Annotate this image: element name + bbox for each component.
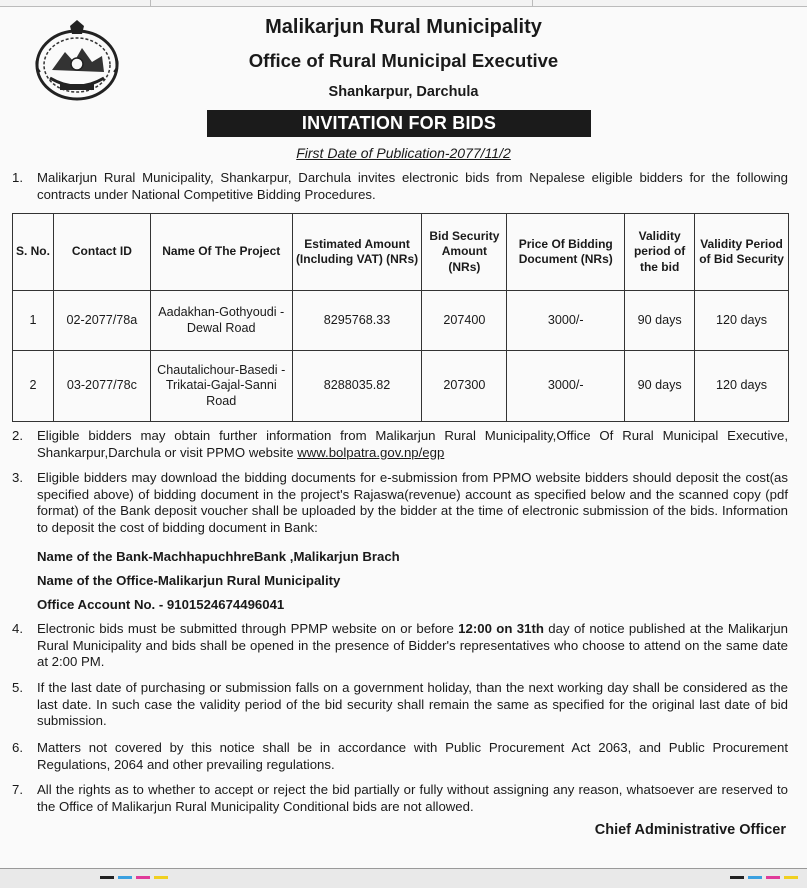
clause-number: 3. (12, 470, 23, 485)
clause-number: 2. (12, 428, 23, 443)
scan-top-edge (0, 0, 807, 7)
clause-2 (12, 428, 788, 461)
clause-text: All the rights as to whether to accept or reject the bid partially or fully without assigning any reason, whatsoever are reserved to the Office of Malikarjun Rural Municipality Conditional bids are not allowed. (37, 782, 788, 814)
header-validity-bid: Validity period of the bid (625, 214, 695, 291)
clause-5 (12, 680, 788, 730)
registration-mark (154, 876, 168, 879)
scan-bottom-edge (0, 868, 807, 888)
publication-date: First Date of Publication-2077/11/2 (296, 145, 511, 161)
registration-mark (136, 876, 150, 879)
header-validity-security: Validity Period of Bid Security (695, 214, 789, 291)
clause-number: 5. (12, 680, 23, 695)
cell-project: Aadakhan-Gothyoudi - Dewal Road (150, 291, 292, 351)
header-sno: S. No. (13, 214, 54, 291)
cell-validity-bid: 90 days (625, 351, 695, 422)
table-row (13, 351, 789, 422)
office-location: Shankarpur, Darchula (328, 84, 479, 100)
header-project: Name Of The Project (150, 214, 292, 291)
clause-text-body: Electronic bids must be submitted through PPMP website on or before (37, 621, 459, 636)
header-contact-id: Contact ID (53, 214, 150, 291)
header-estimated-amount: Estimated Amount (Including VAT) (NRs) (292, 214, 422, 291)
clause-1 (12, 170, 788, 203)
office-account-number: Office Account No. - 9101524674496041 (37, 597, 285, 612)
registration-mark (118, 876, 132, 879)
clause-7 (12, 782, 788, 815)
cell-estimated-amount: 8295768.33 (292, 291, 422, 351)
cell-contact-id: 03-2077/78c (53, 351, 150, 422)
cell-estimated-amount: 8288035.82 (292, 351, 422, 422)
office-name: Office of Rural Municipal Executive (248, 50, 559, 71)
cell-bid-security: 207400 (422, 291, 507, 351)
clause-number: 4. (12, 621, 23, 636)
table-header-row (13, 214, 789, 291)
bid-contracts-table (12, 213, 789, 422)
cell-document-price: 3000/- (507, 291, 625, 351)
cell-bid-security: 207300 (422, 351, 507, 422)
header-document-price: Price Of Bidding Document (NRs) (507, 214, 625, 291)
clause-text: Eligible bidders may download the bidding documents for e-submission from PPMO website bidders should deposit the cost(as specified above) of bidding document in the project's Rajaswa(revenue) account as specified below and the scanned copy (pdf format) of the Bank deposit voucher shall be uploaded by the bidder at the time of electronic submission of the bids. Information to deposit the cost of bidding document in Bank: (37, 470, 788, 535)
cell-validity-bid: 90 days (625, 291, 695, 351)
registration-mark (748, 876, 762, 879)
clause-number: 6. (12, 740, 23, 755)
clause-number: 1. (12, 170, 23, 185)
signatory-title: Chief Administrative Officer (594, 822, 786, 838)
registration-mark (100, 876, 114, 879)
clause-text (37, 428, 788, 461)
cell-document-price: 3000/- (507, 351, 625, 422)
cell-sno: 2 (13, 351, 54, 422)
municipality-name: Malikarjun Rural Municipality (265, 16, 542, 38)
clause-text-body: day of notice published at the Malikarjun Rural Municipality and bids shall be opened in the presence of Bidder's representatives who choose to attend on the same date at 2:00 PM. (37, 621, 788, 669)
letterhead (0, 15, 807, 101)
bank-name: Name of the Bank-MachhapuchhreBank ,Malikarjun Brach (37, 549, 400, 564)
header-bid-security: Bid Security Amount (NRs) (422, 214, 507, 291)
scan-edge-mark (532, 0, 533, 6)
registration-mark (784, 876, 798, 879)
clause-text: Matters not covered by this notice shall be in accordance with Public Procurement Act 2063, and Public Procurement Regulations, 2064 and other prevailing regulations. (37, 740, 788, 772)
clause-3 (12, 470, 788, 536)
cell-validity-security: 120 days (695, 351, 789, 422)
registration-mark (730, 876, 744, 879)
clause-text: If the last date of purchasing or submission falls on a government holiday, than the next working day shall be considered as the last date. In such case the validity period of the bid security shall remain the same as specified for the original last date of bid submission. (37, 680, 788, 728)
table-row (13, 291, 789, 351)
clause-text (37, 621, 788, 671)
office-name-line: Name of the Office-Malikarjun Rural Municipality (37, 573, 341, 588)
cell-sno: 1 (13, 291, 54, 351)
scan-edge-mark (150, 0, 151, 6)
clause-6 (12, 740, 788, 773)
ppmo-website-link[interactable]: www.bolpatra.gov.np/egp (297, 444, 445, 460)
notice-title-banner: INVITATION FOR BIDS (207, 110, 591, 137)
registration-mark (766, 876, 780, 879)
cell-contact-id: 02-2077/78a (53, 291, 150, 351)
clause-4 (12, 621, 788, 671)
cell-project: Chautalichour-Basedi -Trikatai-Gajal-Sanni Road (150, 351, 292, 422)
submission-deadline: 12:00 on 31th (458, 621, 544, 636)
clause-text: Malikarjun Rural Municipality, Shankarpur, Darchula invites electronic bids from Nepalese eligible bidders for the following contracts under National Competitive Bidding Procedures. (37, 170, 788, 202)
cell-validity-security: 120 days (695, 291, 789, 351)
clause-number: 7. (12, 782, 23, 797)
clause-text-body: Eligible bidders may obtain further information from Malikarjun Rural Municipality,Office Of Rural Municipal Executive, Shankarpur,Darchula or visit PPMO website (37, 428, 788, 460)
